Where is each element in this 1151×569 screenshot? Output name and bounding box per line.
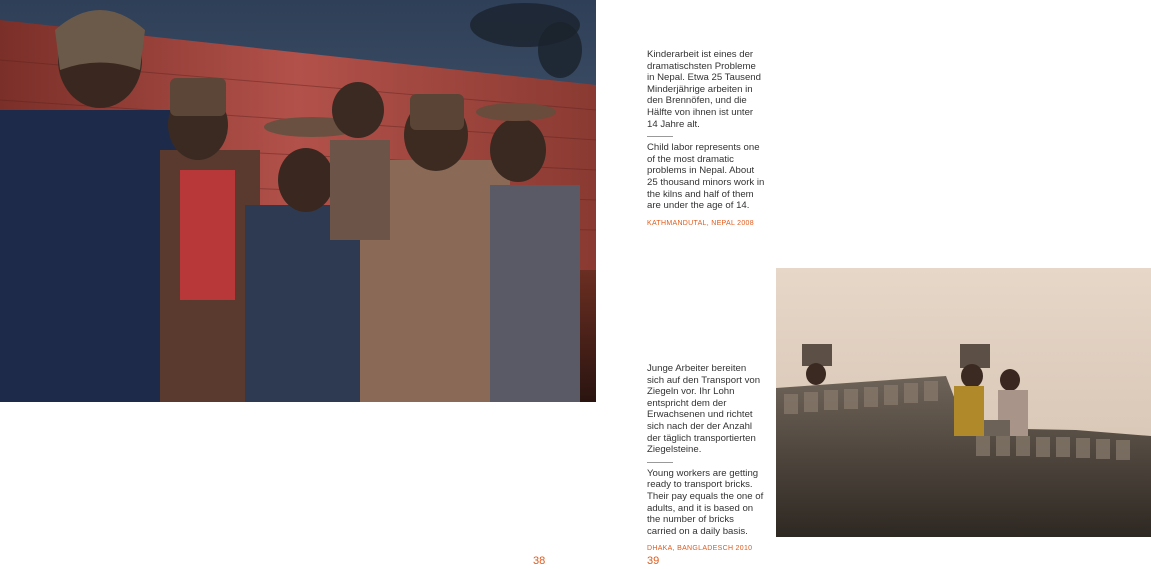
caption-2-german: Junge Arbeiter bereiten sich auf den Transport von Ziegeln vor. Ihr Lohn entspricht dem der Erwachsenen und richtet sich nach der der Anzahl der täglich transportierten Ziegelsteine. xyxy=(647,363,761,456)
caption-1-divider xyxy=(647,136,673,137)
photo-young-brick-workers xyxy=(776,268,1151,537)
page-number-left: 38 xyxy=(533,555,546,567)
caption-2-divider xyxy=(647,462,673,463)
photo-right-artwork xyxy=(776,268,1151,537)
caption-1-german: Kinderarbeit ist eines der dramatischsten Probleme in Nepal. Etwa 25 Tausend Minderjährige arbeiten in den Brennöfen, und die Hälfte von ihnen ist unter 14 Jahre alt. xyxy=(647,49,761,130)
caption-1-english: Child labor represents one of the most dramatic problems in Nepal. About 25 thousand minors work in the kilns and half of them are under the age of 14. xyxy=(647,142,765,212)
caption-nepal xyxy=(647,49,765,229)
photo-left-artwork xyxy=(0,0,596,402)
caption-2-credit: DHAKA, BANGLADESCH 2010 xyxy=(647,545,753,553)
caption-1-credit: KATHMANDUTAL, NEPAL 2008 xyxy=(647,219,754,227)
photo-child-laborers-kiln xyxy=(0,0,596,402)
caption-2-english: Young workers are getting ready to transport bricks. Their pay equals the one of adults, and it is based on the number of bricks carried on a daily basis. xyxy=(647,467,764,537)
caption-bangladesh xyxy=(647,363,765,555)
page-number-right: 39 xyxy=(647,555,660,567)
